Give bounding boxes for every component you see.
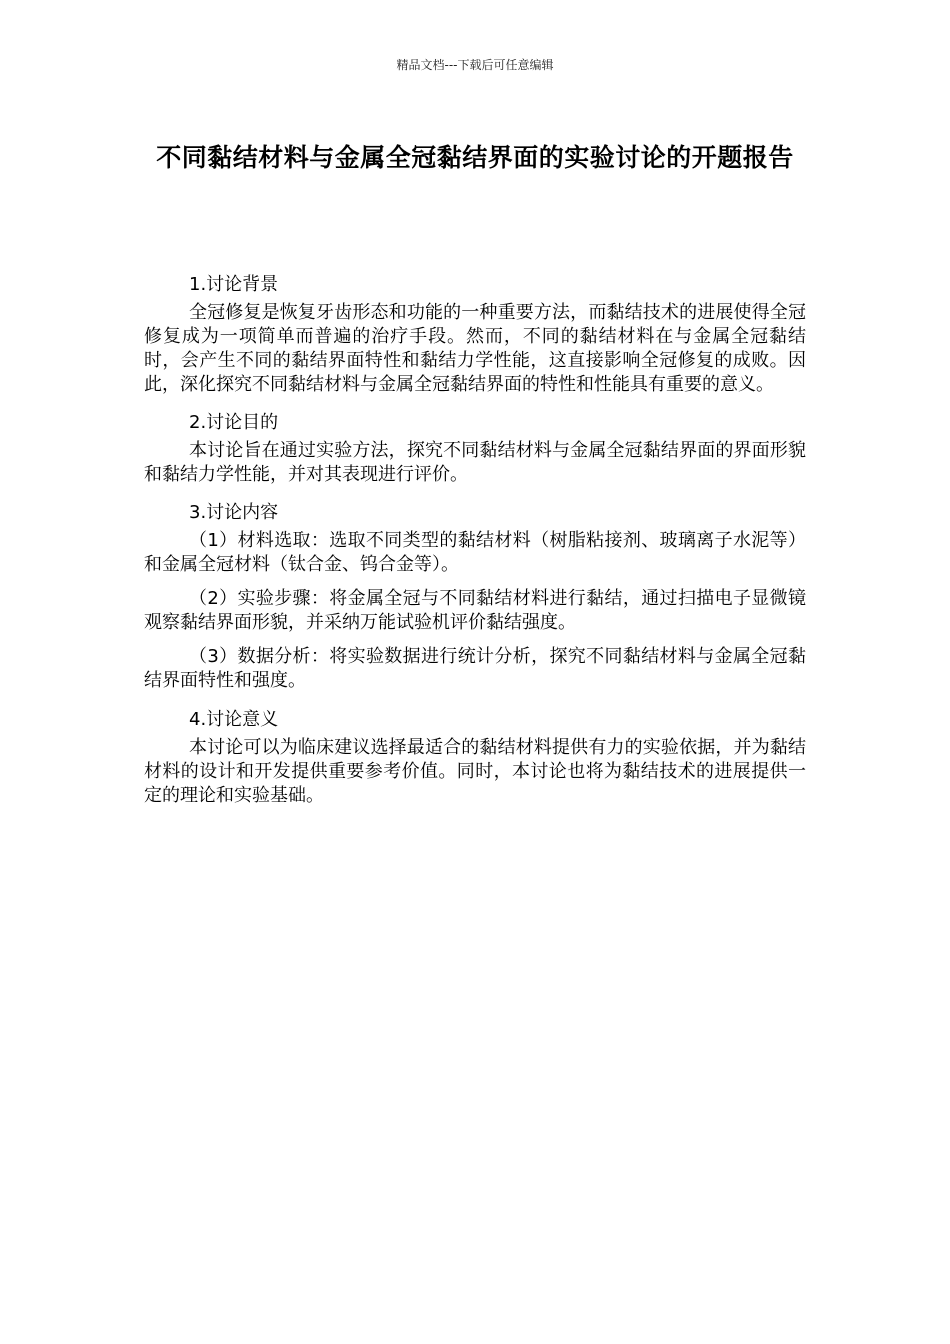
content-item-experiment-steps: （2）实验步骤：将金属全冠与不同黏结材料进行黏结，通过扫描电子显微镜观察黏结界面形貌，并采纳万能试验机评价黏结强度。 xyxy=(144,588,806,633)
header-note: 精品文档---下载后可任意编辑 xyxy=(396,58,554,72)
content-item-data-analysis: （3）数据分析：将实验数据进行统计分析，探究不同黏结材料与金属全冠黏结界面特性和强度。 xyxy=(144,646,806,691)
document-body xyxy=(144,268,806,817)
document-title: 不同黏结材料与金属全冠黏结界面的实验讨论的开题报告 xyxy=(156,143,794,172)
section-paragraph-significance: 本讨论可以为临床建议选择最适合的黏结材料提供有力的实验依据，并为黏结材料的设计和开发提供重要参考价值。同时，本讨论也将为黏结技术的进展提供一定的理论和实验基础。 xyxy=(144,737,806,806)
content-item-material-selection: （1）材料选取：选取不同类型的黏结材料（树脂粘接剂、玻璃离子水泥等）和金属全冠材料（钛合金、钨合金等）。 xyxy=(144,530,806,575)
section-paragraph-background: 全冠修复是恢复牙齿形态和功能的一种重要方法，而黏结技术的进展使得全冠修复成为一项简单而普遍的治疗手段。然而，不同的黏结材料在与金属全冠黏结时，会产生不同的黏结界面特性和黏结力学性能，这直接影响全冠修复的成败。因此，深化探究不同黏结材料与金属全冠黏结界面的特性和性能具有重要的意义。 xyxy=(144,302,806,395)
section-heading-significance: 4.讨论意义 xyxy=(189,709,279,730)
section-heading-background: 1.讨论背景 xyxy=(189,274,279,295)
section-heading-purpose: 2.讨论目的 xyxy=(189,412,279,433)
section-heading-content: 3.讨论内容 xyxy=(189,502,279,523)
section-paragraph-purpose: 本讨论旨在通过实验方法，探究不同黏结材料与金属全冠黏结界面的界面形貌和黏结力学性能，并对其表现进行评价。 xyxy=(144,440,806,485)
